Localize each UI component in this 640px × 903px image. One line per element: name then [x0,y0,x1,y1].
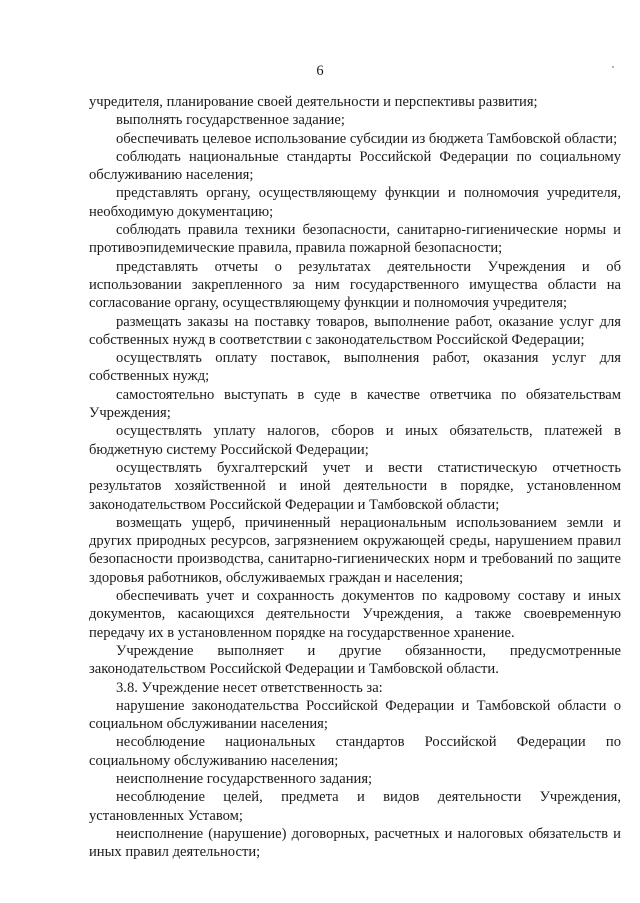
paragraph: возмещать ущерб, причиненный нерациональным использованием земли и других природных ресурсов, загрязнением окружающей среды, нарушением правил безопасности производства, санитарно-гигиенических норм и требований по защите здоровья работников, обслуживаемых граждан и населения; [89,514,621,586]
paragraph: выполнять государственное задание; [116,112,345,129]
paragraph: нарушение законодательства Российской Федерации и Тамбовской области о социальном обслуживании населения; [89,697,621,733]
paragraph: соблюдать национальные стандарты Российской Федерации по социальному обслуживанию населения; [89,148,621,184]
paragraph: неисполнение (нарушение) договорных, расчетных и налоговых обязательств и иных правил деятельности; [89,825,621,861]
paragraph: осуществлять бухгалтерский учет и вести статистическую отчетность результатов хозяйственной и иной деятельности в порядке, установленном законодательством Российской Федерации и Тамбовской области; [89,459,621,513]
paragraph: размещать заказы на поставку товаров, выполнение работ, оказание услуг для собственных нужд в соответствии с законодательством Российской Федерации; [89,313,621,348]
paragraph: представлять органу, осуществляющему функции и полномочия учредителя, необходимую документацию; [89,185,621,220]
paragraph: представлять отчеты о результатах деятельности Учреждения и об использовании закрепленного за ним государственного имущества области на согласование органу, осуществляющему функции и полномочия учредителя; [89,258,621,312]
paragraph: несоблюдение целей, предмета и видов деятельности Учреждения, установленных Уставом; [89,789,621,824]
paragraph: учредителя, планирование своей деятельности и перспективы развития; [89,94,538,110]
paragraph: обеспечивать учет и сохранность документов по кадровому составу и иных документов, касающихся деятельности Учреждения, а также своевременную передачу их в установленном порядке на государственное хранение. [89,588,621,641]
paragraph: осуществлять уплату налогов, сборов и иных обязательств, платежей в бюджетную систему Российской Федерации; [89,423,621,458]
document-body [89,93,621,861]
paragraph: осуществлять оплату поставок, выполнения работ, оказания услуг для собственных нужд; [89,350,621,385]
paragraph: обеспечивать целевое использование субсидии из бюджета Тамбовской области; [116,130,618,147]
paragraph: соблюдать правила техники безопасности, санитарно-гигиенические нормы и противоэпидемические правила, правила пожарной безопасности; [89,222,621,257]
page-number: 6 [316,63,324,79]
paragraph: самостоятельно выступать в суде в качестве ответчика по обязательствам Учреждения; [89,386,621,422]
section-heading: 3.8. Учреждение несет ответственность за: [116,679,383,696]
paragraph: несоблюдение национальных стандартов Российской Федерации по социальному обслуживанию населения; [89,734,621,769]
paragraph: Учреждение выполняет и другие обязанности, предусмотренные законодательством Российской Федерации и Тамбовской области. [89,642,621,678]
paragraph: неисполнение государственного задания; [116,770,373,787]
